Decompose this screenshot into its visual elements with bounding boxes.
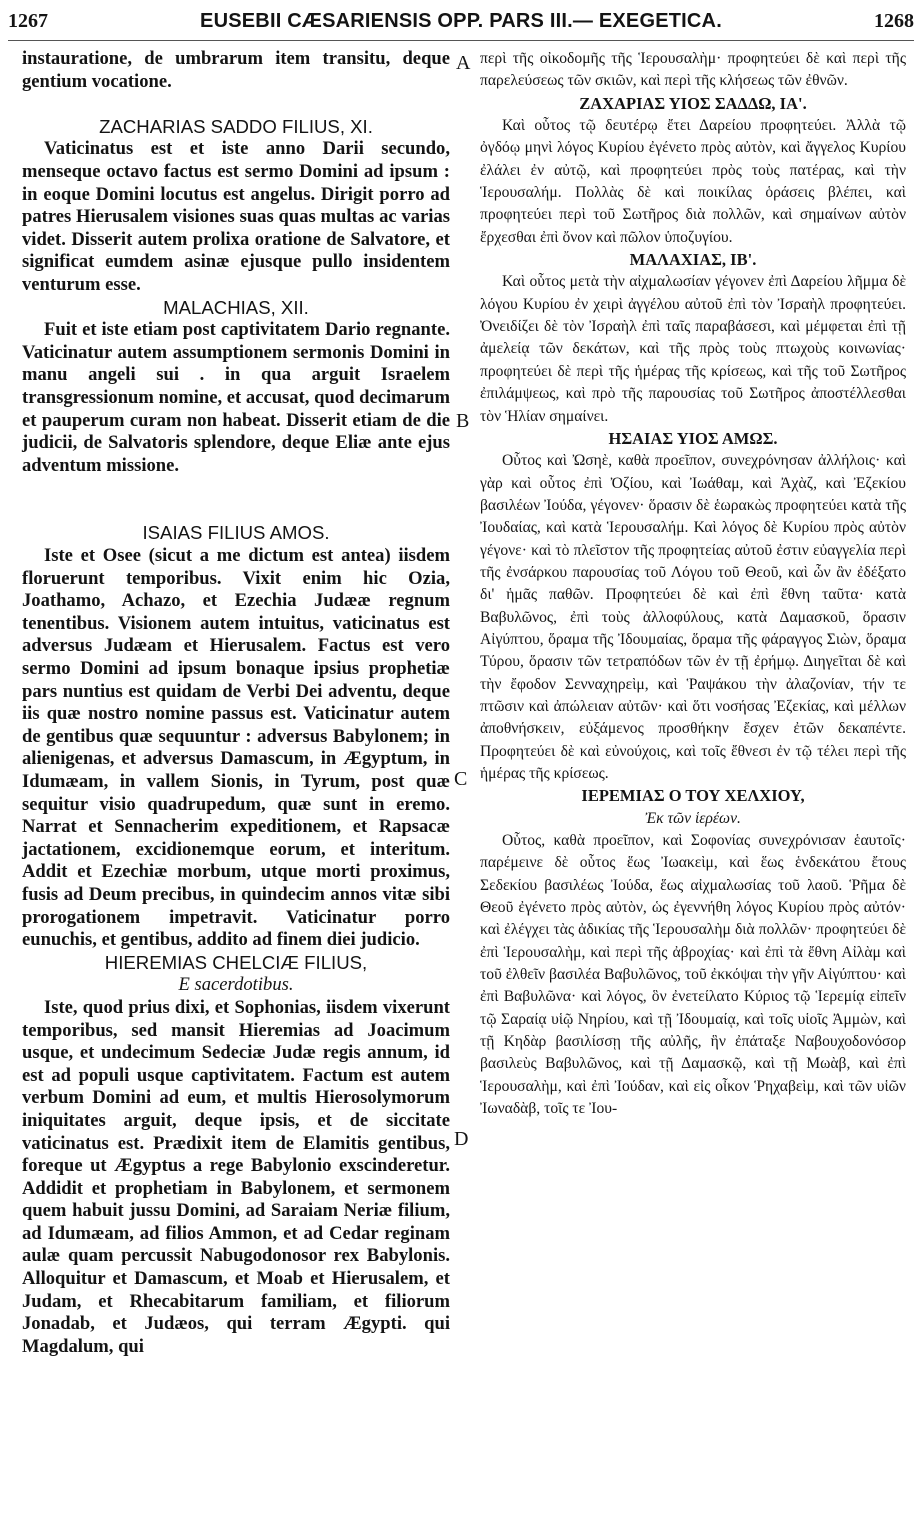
header-rule — [8, 40, 914, 41]
greek-heading-zacharias: ΖΑΧΑΡΙΑΣ ΥΙΟΣ ΣΑΔΔΩ, ΙΑ'. — [579, 93, 807, 113]
greek-heading-malachias: ΜΑΛΑΧΙΑΣ, ΙΒ'. — [629, 250, 757, 270]
margin-marker-a: A — [456, 52, 471, 74]
margin-marker-b: B — [456, 410, 470, 432]
greek-text-zacharias: Καὶ οὗτος τῷ δευτέρῳ ἔτει Δαρείου προφητεύει. Ἀλλὰ τῷ ὀγδόῳ μηνὶ λόγος Κυρίου ἐγένετο πρὸς αὐτὸν, καὶ ἄγγελος Κυρίου ἐλάλει ἐν αὐτῷ, καὶ προφητεύει πρὸς τοὺς πατέρας, καὶ τὴν Ἱερουσαλήμ. Πολλὰς δὲ καὶ ποικίλας ὁράσεις βλέπει, καὶ προφητεύει περὶ τοῦ Σωτῆρος διὰ πολλῶν, καὶ σημαίνων αὐτὸν ἔρχεσθαι ἐπὶ ὄνον καὶ πῶλον ὑποζυγίου. — [480, 117, 906, 246]
latin-text-isaias: Iste et Osee (sicut a me dictum est antea) iisdem floruerunt temporibus. Vixit enim hic Ozia, Joathamo, Achazo, et Ezechia Judææ regnum tenentibus. Visionem autem intuitus, vaticinatus est adversus Judæam et Hierusalem. Factus est vero sermo Domini ad ipsum bonaque ipsius prophetiæ pars nuntius est quidam de Verbi Dei adventu, deque iis quæ nostro nomine passus est. Vaticinatur autem de gentibus quæ sequuntur : adversus Babylonem; in alienigenas, et adversus Damascum, in Ægyptum, in Idumæam, in vallem Sionis, in Tyrum, post quæ sequitur visio quadrupedum, quæ sunt in eremo. Narrat et Sennacherim expeditionem, et Rapsacæ jactationem, excidionemque eorum, et interitum. Addit et Ezechiæ morbum, utque morti proximus, fusis ad Deum precibus, in quindecim annos vitæ sibi prorogationem impetravit. Vaticinatur porro eunuchis, et gentibus, addito ad finem diei judicio. — [22, 545, 450, 951]
latin-text-hieremias: Iste, quod prius dixi, et Sophonias, iisdem vixerunt temporibus, sed mansit Hieremias ad Joacimum usque, et undecimum Sedeciæ Judæ regis annum, id est ad populi usque captivitatem. Factum est autem verbum Domini ad eum, et multis Hierosolymorum iniquitates arguit, deque ipsis, et de siccitate vaticinatus est. Prædixit item de Elamitis gentibus, foreque ut Ægyptus a rege Babylonio exscinderetur. Addidit et prophetiam in Babylonem, et sermonem quem habuit jussu Domini, ad Saraiam Neriæ filium, ad Idumæam, ad filios Ammon, et ad Cedar reginam aulæ quam percussit Nabugodonosor rex Babylonis. Alloquitur et Damascum, et Moab et Hierusalem, et Judam, et Rhecabitarum familiam, et filiorum Jonadab, et Judæos, qui terram Ægypti. qui Magdalum, qui — [22, 996, 450, 1357]
greek-subheading-hieremias: Ἐκ τῶν ἱερέων. — [645, 809, 741, 827]
greek-heading-isaias: ΗΣΑΙΑΣ ΥΙΟΣ ΑΜΩΣ. — [608, 428, 778, 448]
margin-marker-d: D — [454, 1128, 469, 1150]
latin-heading-isaias: ISAIAS FILIUS AMOS. — [142, 522, 330, 544]
greek-heading-hieremias: ΙΕΡΕΜΙΑΣ Ο ΤΟΥ ΧΕΛΧΙΟΥ, — [581, 786, 805, 806]
greek-column — [480, 48, 906, 1121]
latin-text-malachias: Fuit et iste etiam post captivitatem Dario regnante. Vaticinatur autem assumptionem sermonis Domini in manu angeli sui . in qua arguit Israelem transgressionum nomine, et accusat, quod decimarum et pauperum curam non habeat. Disserit etiam de die judicii, de Salvatoris splendore, deque Eliæ ante ejus adventum missione. — [22, 319, 450, 476]
running-title: EUSEBII CÆSARIENSIS OPP. PARS III.— EXEGETICA. — [200, 10, 722, 32]
greek-intro: περὶ τῆς οἰκοδομῆς τῆς Ἱερουσαλὴμ· προφητεύει δὲ καὶ περὶ τῆς παρελεύσεως τῶν σκιῶν, καὶ περὶ τῆς κλήσεως τῶν ἐθνῶν. — [480, 50, 906, 90]
greek-text-hieremias: Οὗτος, καθὰ προεῖπον, καὶ Σοφονίας συνεχρόνισαν ἑαυτοῖς· παρέμεινε δὲ οὗτος ἕως Ἰωακεὶμ, καὶ ἕως ἑνδεκάτου ἔτους Σεδεκίου βασιλέως Ἰούδα, ἕως αἰχμαλωσίας τοῦ λαοῦ. Ῥῆμα δὲ Θεοῦ ἐγένετο πρὸς αὐτὸν, ὡς ἐγεννήθη λόγος Κυρίου πρὸς αὐτόν· καὶ ἐλέγχει τὰς ἀδικίας τῆς Ἱερουσαλὴμ διὰ πολλῶν· προφητεύει δὲ ἐπὶ Ἱερουσαλὴμ, καὶ περὶ τῆς ἀβροχίας· καὶ ἐπὶ τὰ ἔθνη Αἰλὰμ καὶ τοῦ ἐλθεῖν βασιλέα Βαβυλῶνος, τοῦ ἐκκόψαι τὴν γῆν Αἰγύπτου· καὶ ἐπὶ Βαβυλῶνα· καὶ λόγος, ὃν ἐνετείλατο Κύριος τῷ Ἱερεμίᾳ εἰπεῖν τῷ Σαραίᾳ υἱῷ Νηρίου, καὶ τῇ Ἰδουμαίᾳ, καὶ τοῖς υἱοῖς Ἀμμὼν, καὶ τῇ Κηδὰρ βασιλίσσῃ τῆς αὐλῆς, ἣν ἐπάταξε Ναβουχοδονόσορ βασιλεὺς Βαβυλῶνος, καὶ τῇ Δαμασκῷ, καὶ τῇ Μωὰβ, καὶ ἐπὶ Ἱερουσαλὴμ, καὶ ἐπὶ Ἰούδαν, καὶ εἰς οἶκον Ῥηχαβεὶμ, καὶ τῶν υἱῶν Ἰωναδὰβ, τοῖς τε Ἰου- — [480, 832, 906, 1118]
latin-subheading-hieremias: E sacerdotibus. — [178, 974, 294, 996]
latin-heading-malachias: MALACHIAS, XII. — [163, 296, 309, 318]
running-header — [8, 4, 914, 38]
margin-marker-c: C — [454, 768, 468, 790]
greek-text-isaias: Οὗτος καὶ Ὠσηὲ, καθὰ προεῖπον, συνεχρόνησαν ἀλλήλοις· καὶ γὰρ καὶ οὗτος ἐπὶ Ὀζίου, καὶ Ἰωάθαμ, καὶ Ἀχὰζ, καὶ Ἐζεκίου βασιλέων Ἰούδα, γέγονεν· ὅρασιν δὲ ἑωρακὼς προφητεύει κατὰ τῆς Ἰουδαίας, καὶ κατὰ Ἱερουσαλήμ. Καὶ λόγος δὲ Κυρίου πρὸς αὐτὸν γέγονε· καὶ τὸ πλεῖστον τῆς προφητείας αὐτοῦ ἐστιν εὐαγγελία περὶ τῆς ἐνσάρκου παρουσίας τοῦ Λόγου τοῦ Θεοῦ, καὶ ὧν ἂν ἐδέξατο δι' ἡμᾶς παθῶν. Προφητεύει δὲ καὶ ἐπὶ ἔθνη ταῦτα· κατὰ Βαβυλῶνος, ἐπὶ τοὺς ἀλλοφύλους, κατὰ Δαμασκοῦ, ὅρασιν Αἰγύπτου, ὅραμα τῆς Ἰδουμαίας, ὅραμα τῆς φάραγγος Σιὼν, ὅραμα Τύρου, ὅρασιν τῶν τετραπόδων τῶν ἐν τῇ ἐρήμῳ. Διηγεῖται δὲ καὶ τὴν ἔφοδον Σενναχηρεὶμ, καὶ Ῥαψάκου τὴν ἀλαζονίαν, τήν τε πτῶσιν καὶ ἀπώλειαν αὐτῶν· καὶ ὅτι νοσήσας Ἐζεκίας, καὶ μέλλων ἀποθνήσκειν, εὐξάμενος προσθήκην ἔσχεν ἐτῶν δεκαπέντε. Προφητεύει δὲ καὶ εὐνούχοις, καὶ τοῖς ἔθνεσι ἐν τῷ τέλει περὶ τῆς ἡμέρας τῆς κρίσεως. — [480, 452, 906, 782]
latin-intro: instauratione, de umbrarum item transitu, deque gentium vocatione. — [22, 48, 450, 92]
latin-heading-zacharias: ZACHARIAS SADDO FILIUS, XI. — [99, 115, 373, 137]
page-number-right: 1268 — [874, 10, 914, 32]
latin-heading-hieremias: HIEREMIAS CHELCIÆ FILIUS, — [104, 951, 368, 973]
greek-text-malachias: Καὶ οὗτος μετὰ τὴν αἰχμαλωσίαν γέγονεν ἐπὶ Δαρείου λῆμμα δὲ λόγου Κυρίου ἐν χειρὶ ἀγγέλου αὐτοῦ ἐπὶ τὸν Ἰσραὴλ προφητεύει. Ὀνειδίζει δὲ τὸν Ἰσραὴλ ἐπὶ ταῖς παραβάσεσι, καὶ μέμφεται ἐπὶ τῇ ἀμελείᾳ τῶν δεκάτων, καὶ τῆς πρὸς τοὺς πτωχοὺς κοινωνίας· προφητεύει δὲ περὶ τῆς ἡμέρας τῆς κρίσεως, καὶ τῆς τοῦ Σωτῆρος ἐπιλάμψεως, καὶ πρὸ τῆς παρουσίας τοῦ Σωτῆρος ἀποστέλλεσθαι τὸν Ἡλίαν σημαίνει. — [480, 273, 906, 425]
page-number-left: 1267 — [8, 10, 48, 32]
latin-text-zacharias: Vaticinatus est et iste anno Darii secundo, menseque octavo factus est sermo Domini ad ipsum : in eoque Domini locutus est angelus. Dirigit porro ad patres Hierusalem visiones suas quas multas ac varias videt. Disserit autem prolixa oratione de Salvatore, et significat eumdem asinæ ejusque pullo insidentem venturum esse. — [22, 138, 450, 295]
latin-column — [22, 48, 450, 1358]
